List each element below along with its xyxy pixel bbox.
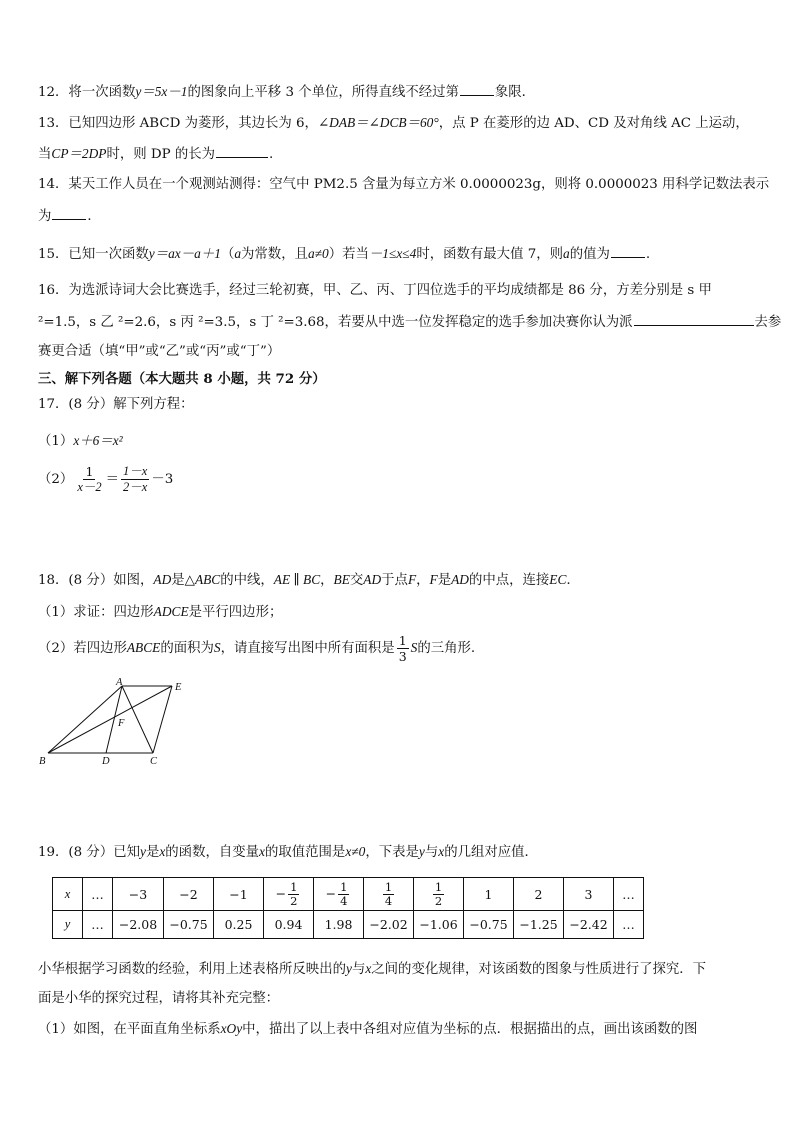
q18-part-1-text-1: （1）求证：四边形 <box>38 605 154 620</box>
q18-seg-be: BE <box>333 572 350 587</box>
fraction <box>338 881 349 908</box>
question-19-heading <box>38 843 538 862</box>
q17-part-1-label: （1） <box>38 434 74 449</box>
table-cell: −1 <box>214 878 264 911</box>
denominator: 4 <box>384 893 393 908</box>
table-cell-dots: … <box>614 911 644 939</box>
q12-text-post: 象限． <box>494 85 536 100</box>
q15-text-2: （ <box>220 247 235 262</box>
q13-text-1: 13．已知四边形 ABCD 为菱形，其边长为 6， <box>38 116 318 131</box>
q18-part-2-text-1: （2）若四边形 <box>38 641 127 656</box>
q19-var-x-3: x <box>438 844 445 859</box>
q18-seg-ad: AD <box>153 572 172 587</box>
table-cell: 2 <box>514 878 564 911</box>
q15-var-a: a <box>234 246 242 261</box>
table-cell <box>314 878 364 911</box>
table-header-x: x <box>53 878 83 911</box>
table-cell-dots: … <box>83 911 113 939</box>
q18-quad-adce: ADCE <box>153 604 189 619</box>
q18-part-2-text-4: 的三角形. <box>417 641 476 656</box>
table-cell <box>264 878 314 911</box>
table-cell: −2 <box>164 878 214 911</box>
q18-text-10: . <box>566 573 571 588</box>
q15-text-3: 为常数，且 <box>241 247 308 262</box>
label-b: B <box>39 756 46 767</box>
table-cell <box>414 878 464 911</box>
q18-triangle-abc: △ABC <box>184 572 221 587</box>
q18-parallel: AE ∥ BC <box>273 572 321 587</box>
q17-part-2-label: （2） <box>38 472 74 487</box>
question-14-line-2 <box>38 207 101 226</box>
q18-part-2-text-3: ，请直接写出图中所有面积是 <box>220 641 395 656</box>
q15-var-a-2: a <box>563 246 570 261</box>
q18-part-2-text-2: 的面积为 <box>160 641 214 656</box>
q12-text-pre: 12．将一次函数 <box>38 85 136 100</box>
q19-text-5: ，下表是 <box>365 845 419 860</box>
q18-point-f-2: F <box>429 572 438 587</box>
table-cell: 1 <box>464 878 514 911</box>
denominator: 4 <box>340 893 348 908</box>
q19-text-4: 的取值范围是 <box>264 845 346 860</box>
q18-area-s-2: S <box>410 640 418 655</box>
q17-minus-three: －3 <box>151 472 174 487</box>
q14-text-2: 为 <box>38 209 52 224</box>
table-cell: −0.75 <box>164 911 214 939</box>
q19-para-var-x: x <box>365 961 372 976</box>
segment-be <box>48 686 172 753</box>
table-cell-dots: … <box>614 878 644 911</box>
question-16-line-2 <box>38 313 781 332</box>
numerator: 1 <box>290 879 298 894</box>
q17-fraction-1-denominator: x－2 <box>77 480 102 494</box>
q19-coordinate-system: xOy <box>220 1021 243 1036</box>
q19-value-table <box>52 877 644 939</box>
q18-text-9: 的中点，连接 <box>468 573 550 588</box>
q18-geometry-figure <box>36 676 196 768</box>
q18-text-6: 于点 <box>381 573 408 588</box>
label-d: D <box>102 756 110 767</box>
q19-para-text-5: 中，描出了以上表中各组对应值为坐标的点．根据描出的点，画出该函数的图 <box>242 1022 698 1037</box>
q19-domain-condition: x≠0 <box>345 844 366 859</box>
q15-text-1: 15．已知一次函数 <box>38 247 149 262</box>
q16-text-3: 去参 <box>754 315 782 330</box>
q18-text-1: 18．(8 分）如图， <box>38 573 154 588</box>
question-15 <box>38 245 650 264</box>
q12-answer-blank[interactable] <box>460 83 494 96</box>
numerator: 1 <box>434 879 443 894</box>
table-row-x <box>53 878 644 911</box>
q18-text-3: 的中线， <box>220 573 274 588</box>
question-18-heading <box>38 571 571 590</box>
q18-part-1-text-2: 是平行四边形； <box>188 605 283 620</box>
q17-equation-1: x＋6＝x² <box>73 433 123 448</box>
q17-part-2 <box>38 462 173 498</box>
denominator: 2 <box>290 893 298 908</box>
q15-answer-blank[interactable] <box>611 245 645 258</box>
q13-angle-condition: ∠DAB＝∠DCB＝60° <box>317 115 439 130</box>
q18-part-1 <box>38 603 282 622</box>
q15-function: y＝ax－a＋1 <box>148 246 221 261</box>
table-row-y <box>53 911 644 939</box>
q17-fraction-1-numerator: 1 <box>85 464 94 479</box>
table-cell: 0.25 <box>214 911 264 939</box>
q15-text-5: 时，函数有最大值 7，则 <box>416 247 564 262</box>
q15-text-6: 的值为 <box>569 247 610 262</box>
fraction <box>288 881 299 908</box>
question-12 <box>38 83 535 102</box>
q19-var-y: y <box>140 844 146 859</box>
q14-text-1: 14．某天工作人员在一个观测站测得：空气中 PM2.5 含量为每立方米 0.0000023g，则将 0.0000023 用科学记数法表示 <box>38 177 770 192</box>
segment-ec <box>153 686 172 753</box>
q17-equals: ＝ <box>105 472 120 487</box>
q18-fraction-numerator: 1 <box>398 633 407 648</box>
segment-ac <box>122 686 153 753</box>
table-cell: −1.25 <box>514 911 564 939</box>
table-cell: −0.75 <box>464 911 514 939</box>
label-a: A <box>116 677 123 688</box>
q17-fraction-2-numerator: 1－x <box>123 464 148 478</box>
q19-text-6: 与 <box>424 845 439 860</box>
table-cell: −2.42 <box>564 911 614 939</box>
q19-text-3: 的函数，自变量 <box>165 845 260 860</box>
q17-fraction-2-denominator: 2－x <box>123 480 148 494</box>
q13-text-end: . <box>269 147 274 162</box>
question-14-line-1 <box>38 176 769 194</box>
q16-answer-blank[interactable] <box>634 313 754 326</box>
fraction <box>433 881 444 908</box>
q19-para-var-y: y <box>345 961 352 976</box>
question-17-heading: 17．(8 分）解下列方程： <box>38 397 194 412</box>
q17-part-1 <box>38 432 123 451</box>
table-cell: 3 <box>564 878 614 911</box>
q19-var-x-2: x <box>259 844 265 859</box>
q19-paragraph-2: 面是小华的探究过程，请将其补充完整： <box>38 991 280 1006</box>
q19-para-text-3: 之间的变化规律，对该函数的图象与性质进行了探究．下 <box>371 962 707 977</box>
q18-seg-ad-2: AD <box>363 572 382 587</box>
denominator: 2 <box>434 893 443 908</box>
table-cell: −2.08 <box>113 911 164 939</box>
q18-text-4: ， <box>320 573 334 588</box>
q14-text-end: ． <box>87 209 101 224</box>
q18-seg-ad-3: AD <box>451 572 469 587</box>
table-cell-dots: … <box>83 878 113 911</box>
q18-text-5: 交 <box>349 573 364 588</box>
table-cell: 0.94 <box>264 911 314 939</box>
q19-paragraph-1 <box>38 960 706 979</box>
question-16-line-3 <box>38 343 280 361</box>
q18-text-2: 是 <box>171 573 185 588</box>
q19-paragraph-3 <box>38 1020 697 1039</box>
fraction <box>383 881 394 908</box>
q12-function: y＝5x－1 <box>135 84 188 99</box>
q13-length-condition: CP＝2DP <box>51 146 107 161</box>
q18-fraction-denominator: 3 <box>398 649 407 664</box>
q16-text-1: 16．为选派诗词大会比赛选手，经过三轮初赛，甲、乙、丙、丁四位选手的平均成绩都是 86 分，方差分别是 s 甲 <box>38 283 712 298</box>
section-3-heading: 三、解下列各题（本大题共 8 小题，共 72 分） <box>38 371 326 387</box>
table-header-y: y <box>53 911 83 939</box>
table-cell: −2.02 <box>364 911 414 939</box>
q19-para-text-2: 与 <box>351 962 366 977</box>
q13-text-4: 时，则 DP 的长为 <box>106 147 216 162</box>
label-c: C <box>150 756 158 767</box>
table-cell: 1.98 <box>314 911 364 939</box>
q18-one-third <box>397 633 409 664</box>
q14-answer-blank[interactable] <box>52 207 86 220</box>
numerator: 1 <box>384 879 393 894</box>
q17-fraction-1 <box>75 464 103 495</box>
q13-answer-blank[interactable] <box>216 145 268 158</box>
sign: − <box>325 885 337 901</box>
question-13-line-2 <box>38 145 273 164</box>
numerator: 1 <box>340 879 348 894</box>
question-13-line-1 <box>38 114 749 133</box>
label-e: E <box>175 682 182 693</box>
q18-part-2 <box>38 630 475 666</box>
question-16-line-1 <box>38 282 712 300</box>
q19-var-x: x <box>159 844 166 859</box>
q16-text-4: 赛更合适（填“甲”或“乙”或“丙”或“丁”） <box>38 344 281 359</box>
q17-fraction-2 <box>121 464 149 495</box>
q18-text-7: ， <box>416 573 430 588</box>
q13-text-3: 当 <box>38 147 52 162</box>
q15-text-4: ）若当 <box>328 247 369 262</box>
q12-text-mid: 的图象向上平移 3 个单位，所得直线不经过第 <box>187 85 459 100</box>
q15-range: －1≤x≤4 <box>368 246 417 261</box>
table-cell <box>364 878 414 911</box>
q19-var-y-2: y <box>418 844 425 859</box>
table-cell: −3 <box>113 878 164 911</box>
q18-seg-ec: EC <box>549 572 567 587</box>
q18-quad-abce: ABCE <box>126 640 161 655</box>
q19-para-text-4: （1）如图，在平面直角坐标系 <box>38 1022 221 1037</box>
q18-point-f: F <box>407 572 417 587</box>
sign: − <box>275 885 287 901</box>
q15-condition: a≠0 <box>307 246 329 261</box>
q13-text-2: ，点 P 在菱形的边 AD、CD 及对角线 AC 上运动， <box>438 116 749 131</box>
q19-text-2: 是 <box>145 845 160 860</box>
q19-text-1: 19．(8 分）已知 <box>38 845 140 860</box>
q18-text-8: 是 <box>437 573 452 588</box>
q16-text-2: ²=1.5，s 乙 ²=2.6，s 丙 ²=3.5，s 丁 ²=3.68，若要从中选一位发挥稳定的选手参加决赛你认为派 <box>38 315 633 330</box>
q18-area-s: S <box>213 640 221 655</box>
label-f: F <box>118 718 125 729</box>
q15-text-end: . <box>645 247 651 262</box>
q19-text-7: 的几组对应值． <box>444 845 538 860</box>
q19-para-text-1: 小华根据学习函数的经验，利用上述表格所反映出的 <box>38 962 346 977</box>
table-cell: −1.06 <box>414 911 464 939</box>
